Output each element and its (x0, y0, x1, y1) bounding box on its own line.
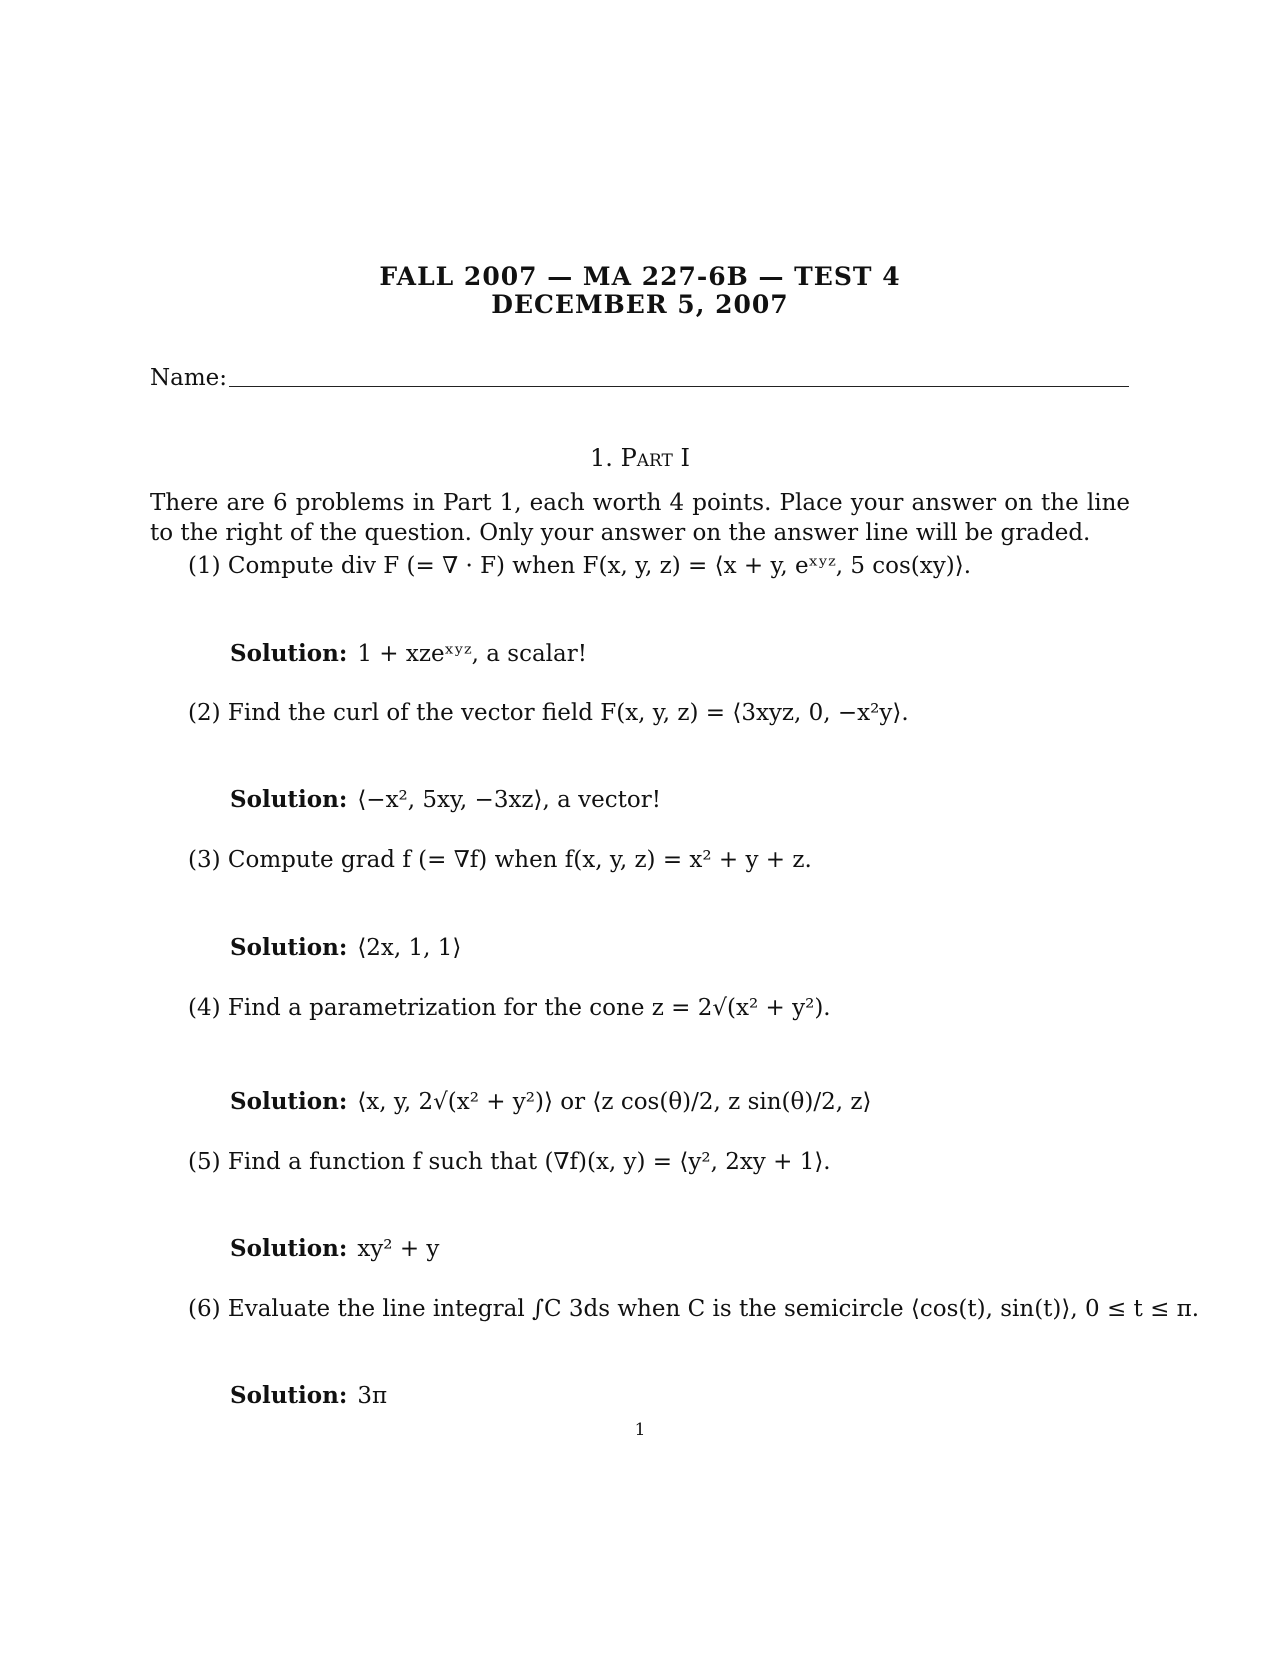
problem-number: (3) (188, 847, 221, 873)
problem-text: Evaluate the line integral ∫C 3ds when C is the semicircle ⟨cos(t), sin(t)⟩, 0 ≤ t ≤ π. (227, 1296, 1200, 1322)
section-heading (0, 444, 1280, 472)
solution-label: Solution: (230, 640, 348, 667)
problem-text: Find a parametrization for the cone z = 2√(x² + y²). (227, 995, 831, 1021)
problem-5 (188, 1149, 831, 1175)
problem-4 (188, 995, 831, 1021)
solution-text: ⟨−x², 5xy, −3xz⟩, a vector! (357, 787, 661, 813)
problem-number: (6) (188, 1296, 221, 1322)
solution-2 (230, 786, 661, 813)
problem-number: (4) (188, 995, 221, 1021)
instructions: There are 6 problems in Part 1, each worth 4 points. Place your answer on the line to the right of the question. Only your answer on the answer line will be graded. (150, 490, 1130, 546)
problem-text: Find a function f such that (∇f)(x, y) = ⟨y², 2xy + 1⟩. (227, 1149, 831, 1175)
problem-text: Find the curl of the vector field F(x, y, z) = ⟨3xyz, 0, −x²y⟩. (227, 700, 909, 726)
name-answer-line[interactable] (229, 386, 1129, 387)
problem-1 (188, 553, 971, 579)
solution-text: ⟨2x, 1, 1⟩ (357, 935, 462, 961)
solution-label: Solution: (230, 1382, 348, 1409)
solution-1 (230, 640, 587, 667)
problem-3 (188, 847, 812, 873)
problem-text: Compute grad f (= ∇f) when f(x, y, z) = x² + y + z. (227, 847, 812, 873)
solution-text: ⟨x, y, 2√(x² + y²)⟩ or ⟨z cos(θ)/2, z sin(θ)/2, z⟩ (357, 1089, 872, 1115)
section-title: Part I (620, 444, 690, 472)
solution-label: Solution: (230, 934, 348, 961)
solution-4 (230, 1088, 871, 1115)
problem-number: (2) (188, 700, 221, 726)
solution-5 (230, 1235, 439, 1262)
exam-date: DECEMBER 5, 2007 (491, 290, 789, 319)
solution-label: Solution: (230, 1235, 348, 1262)
solution-label: Solution: (230, 1088, 348, 1115)
section-number: 1. (590, 444, 613, 472)
exam-title: FALL 2007 — MA 227-6B — TEST 4 (379, 262, 901, 291)
problem-6 (188, 1296, 1199, 1322)
solution-text: 1 + xzeˣʸᶻ, a scalar! (357, 641, 587, 667)
solution-3 (230, 934, 461, 961)
problem-number: (1) (188, 553, 221, 579)
solution-6 (230, 1382, 387, 1409)
problem-text: Compute div F (= ∇ · F) when F(x, y, z) = ⟨x + y, eˣʸᶻ, 5 cos(xy)⟩. (227, 553, 972, 579)
solution-text: 3π (357, 1383, 388, 1409)
problem-number: (5) (188, 1149, 221, 1175)
problem-2 (188, 700, 909, 726)
solution-text: xy² + y (357, 1236, 440, 1262)
solution-label: Solution: (230, 786, 348, 813)
page-number: 1 (634, 1420, 646, 1440)
name-label: Name: (150, 365, 228, 391)
